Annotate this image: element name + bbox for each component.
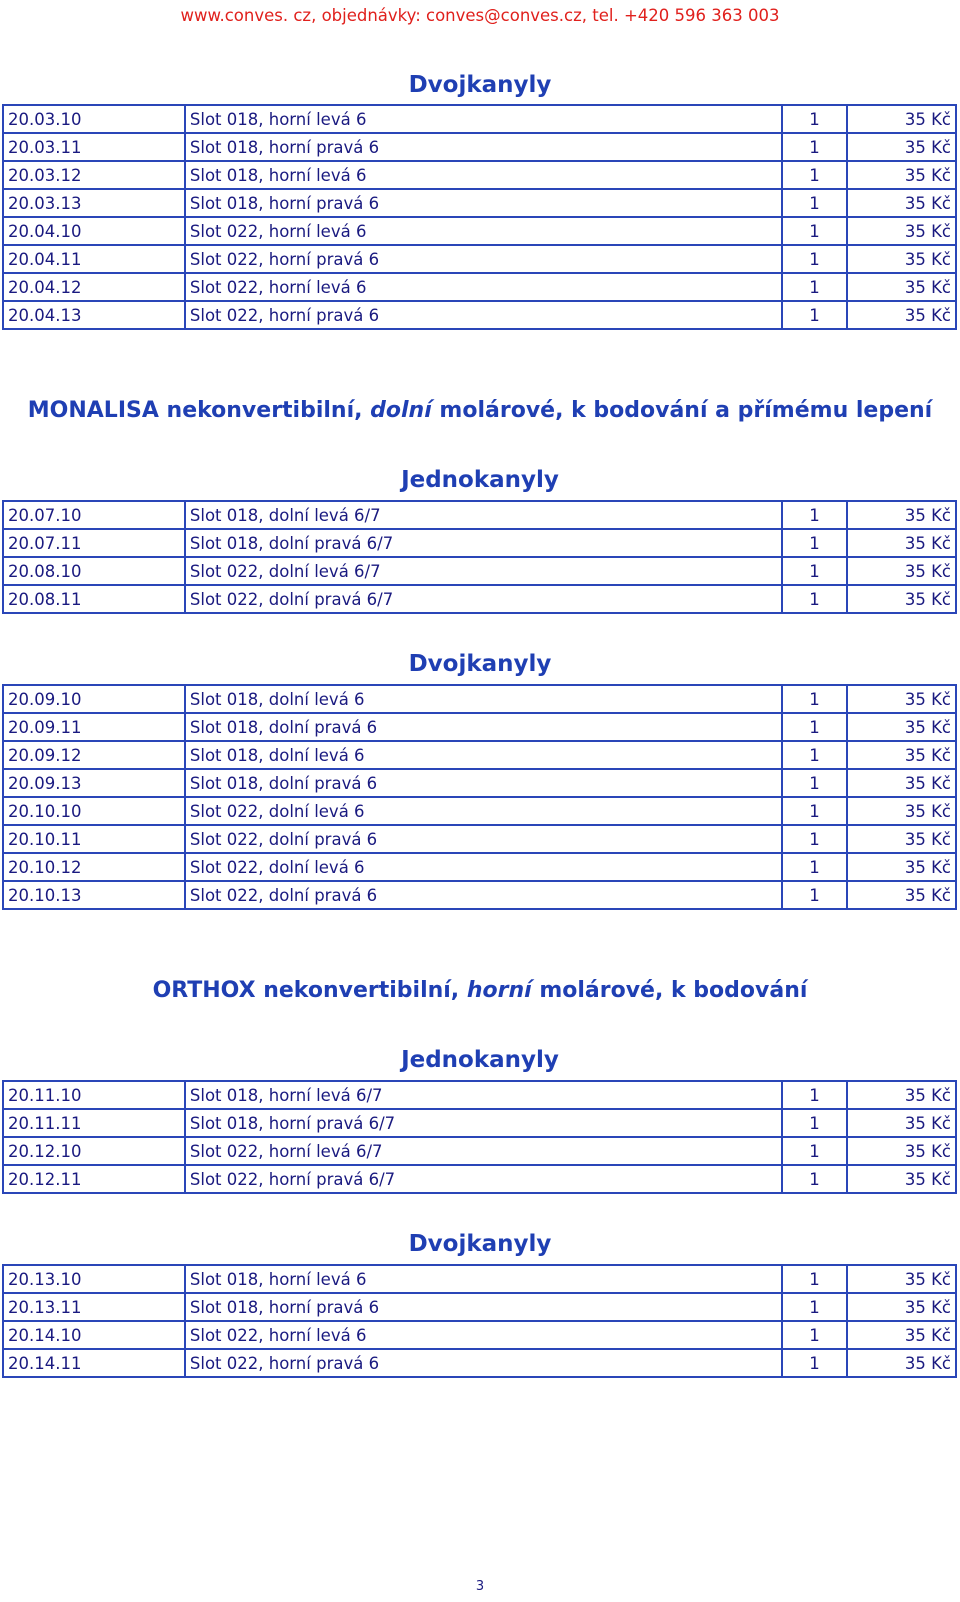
table-row	[3, 1321, 956, 1349]
table-row	[3, 133, 956, 161]
price: 35 Kč	[847, 685, 956, 713]
table-row	[3, 1137, 956, 1165]
price-table	[2, 500, 957, 614]
product-description: Slot 022, dolní levá 6	[185, 797, 782, 825]
product-code: 20.10.11	[3, 825, 185, 853]
table-row	[3, 741, 956, 769]
product-code: 20.07.10	[3, 501, 185, 529]
quantity: 1	[782, 1165, 847, 1193]
quantity: 1	[782, 105, 847, 133]
product-code: 20.14.11	[3, 1349, 185, 1377]
product-code: 20.10.12	[3, 853, 185, 881]
subhead-jednokanyly: Jednokanyly	[401, 1047, 559, 1073]
quantity: 1	[782, 769, 847, 797]
product-description: Slot 018, horní pravá 6	[185, 133, 782, 161]
product-description: Slot 022, horní pravá 6	[185, 301, 782, 329]
product-description: Slot 022, dolní pravá 6	[185, 825, 782, 853]
table-row	[3, 217, 956, 245]
price: 35 Kč	[847, 797, 956, 825]
product-code: 20.07.11	[3, 529, 185, 557]
price: 35 Kč	[847, 585, 956, 613]
price-table	[2, 684, 957, 910]
price: 35 Kč	[847, 1293, 956, 1321]
product-description: Slot 018, dolní levá 6/7	[185, 501, 782, 529]
quantity: 1	[782, 853, 847, 881]
table-row	[3, 585, 956, 613]
quantity: 1	[782, 133, 847, 161]
product-description: Slot 022, dolní levá 6	[185, 853, 782, 881]
product-code: 20.09.12	[3, 741, 185, 769]
table-row	[3, 1081, 956, 1109]
table-row	[3, 881, 956, 909]
table-row	[3, 501, 956, 529]
table-row	[3, 189, 956, 217]
product-description: Slot 018, horní pravá 6	[185, 1293, 782, 1321]
product-code: 20.13.11	[3, 1293, 185, 1321]
subhead-jednokanyly: Jednokanyly	[401, 467, 559, 493]
quantity: 1	[782, 557, 847, 585]
quantity: 1	[782, 501, 847, 529]
product-description: Slot 022, horní pravá 6	[185, 1349, 782, 1377]
price: 35 Kč	[847, 769, 956, 797]
subhead-dvojkanyly: Dvojkanyly	[408, 651, 552, 677]
price: 35 Kč	[847, 529, 956, 557]
product-description: Slot 018, horní pravá 6/7	[185, 1109, 782, 1137]
product-code: 20.03.10	[3, 105, 185, 133]
quantity: 1	[782, 245, 847, 273]
table-row	[3, 1293, 956, 1321]
table-row	[3, 797, 956, 825]
section-title-emphasis: dolní	[370, 398, 432, 423]
product-description: Slot 018, horní levá 6/7	[185, 1081, 782, 1109]
quantity: 1	[782, 301, 847, 329]
table-row	[3, 1349, 956, 1377]
product-code: 20.12.11	[3, 1165, 185, 1193]
product-code: 20.09.11	[3, 713, 185, 741]
product-code: 20.09.13	[3, 769, 185, 797]
product-description: Slot 022, horní levá 6	[185, 217, 782, 245]
table-row	[3, 853, 956, 881]
table-row	[3, 245, 956, 273]
price: 35 Kč	[847, 853, 956, 881]
quantity: 1	[782, 189, 847, 217]
section-title-monalisa: MONALISA nekonvertibilní, dolní molárové, k bodování a přímému lepení	[27, 398, 933, 423]
product-description: Slot 022, dolní levá 6/7	[185, 557, 782, 585]
product-description: Slot 018, horní levá 6	[185, 161, 782, 189]
product-description: Slot 018, dolní pravá 6	[185, 769, 782, 797]
page-header-contact: www.conves. cz, objednávky: conves@conves.cz, tel. +420 596 363 003	[180, 6, 780, 25]
price: 35 Kč	[847, 105, 956, 133]
price: 35 Kč	[847, 1265, 956, 1293]
quantity: 1	[782, 881, 847, 909]
table-row	[3, 1265, 956, 1293]
product-code: 20.03.13	[3, 189, 185, 217]
product-description: Slot 022, dolní pravá 6/7	[185, 585, 782, 613]
quantity: 1	[782, 1109, 847, 1137]
product-description: Slot 022, horní levá 6	[185, 1321, 782, 1349]
price: 35 Kč	[847, 1321, 956, 1349]
product-code: 20.14.10	[3, 1321, 185, 1349]
table-row	[3, 769, 956, 797]
price: 35 Kč	[847, 1165, 956, 1193]
price: 35 Kč	[847, 273, 956, 301]
product-code: 20.08.11	[3, 585, 185, 613]
price: 35 Kč	[847, 189, 956, 217]
table-row	[3, 685, 956, 713]
price: 35 Kč	[847, 1349, 956, 1377]
quantity: 1	[782, 797, 847, 825]
quantity: 1	[782, 1293, 847, 1321]
product-code: 20.10.10	[3, 797, 185, 825]
price: 35 Kč	[847, 133, 956, 161]
product-description: Slot 022, horní levá 6	[185, 273, 782, 301]
product-code: 20.04.10	[3, 217, 185, 245]
price: 35 Kč	[847, 825, 956, 853]
table-row	[3, 529, 956, 557]
product-description: Slot 022, horní pravá 6	[185, 245, 782, 273]
quantity: 1	[782, 217, 847, 245]
product-code: 20.03.12	[3, 161, 185, 189]
quantity: 1	[782, 161, 847, 189]
table-row	[3, 105, 956, 133]
section-title-orthox: ORTHOX nekonvertibilní, horní molárové, k bodování	[152, 978, 808, 1003]
product-description: Slot 018, dolní pravá 6/7	[185, 529, 782, 557]
page-number: 3	[475, 1579, 485, 1594]
price-table	[2, 104, 957, 330]
product-description: Slot 018, horní levá 6	[185, 1265, 782, 1293]
quantity: 1	[782, 1349, 847, 1377]
quantity: 1	[782, 1265, 847, 1293]
product-code: 20.08.10	[3, 557, 185, 585]
product-description: Slot 022, horní levá 6/7	[185, 1137, 782, 1165]
price: 35 Kč	[847, 301, 956, 329]
table-row	[3, 1109, 956, 1137]
quantity: 1	[782, 1137, 847, 1165]
quantity: 1	[782, 1081, 847, 1109]
quantity: 1	[782, 585, 847, 613]
quantity: 1	[782, 741, 847, 769]
quantity: 1	[782, 713, 847, 741]
table-row	[3, 1165, 956, 1193]
price-table	[2, 1264, 957, 1378]
table-row	[3, 161, 956, 189]
product-code: 20.11.10	[3, 1081, 185, 1109]
product-description: Slot 018, dolní levá 6	[185, 741, 782, 769]
price: 35 Kč	[847, 245, 956, 273]
quantity: 1	[782, 825, 847, 853]
product-code: 20.11.11	[3, 1109, 185, 1137]
section-title-emphasis: horní	[466, 978, 532, 1003]
price: 35 Kč	[847, 881, 956, 909]
subhead-dvojkanyly: Dvojkanyly	[408, 1231, 552, 1257]
table-row	[3, 301, 956, 329]
price: 35 Kč	[847, 217, 956, 245]
product-description: Slot 018, horní pravá 6	[185, 189, 782, 217]
product-description: Slot 018, dolní pravá 6	[185, 713, 782, 741]
quantity: 1	[782, 273, 847, 301]
price: 35 Kč	[847, 1137, 956, 1165]
product-code: 20.09.10	[3, 685, 185, 713]
price: 35 Kč	[847, 557, 956, 585]
product-code: 20.04.13	[3, 301, 185, 329]
table-row	[3, 825, 956, 853]
quantity: 1	[782, 685, 847, 713]
table-row	[3, 557, 956, 585]
product-code: 20.04.11	[3, 245, 185, 273]
price: 35 Kč	[847, 161, 956, 189]
product-code: 20.10.13	[3, 881, 185, 909]
product-code: 20.03.11	[3, 133, 185, 161]
price: 35 Kč	[847, 741, 956, 769]
product-description: Slot 022, horní pravá 6/7	[185, 1165, 782, 1193]
product-code: 20.04.12	[3, 273, 185, 301]
product-description: Slot 018, horní levá 6	[185, 105, 782, 133]
product-code: 20.12.10	[3, 1137, 185, 1165]
table-row	[3, 273, 956, 301]
quantity: 1	[782, 529, 847, 557]
price-table	[2, 1080, 957, 1194]
price: 35 Kč	[847, 1109, 956, 1137]
product-code: 20.13.10	[3, 1265, 185, 1293]
table-row	[3, 713, 956, 741]
product-description: Slot 018, dolní levá 6	[185, 685, 782, 713]
subhead-dvojkanyly: Dvojkanyly	[408, 72, 552, 98]
quantity: 1	[782, 1321, 847, 1349]
price: 35 Kč	[847, 501, 956, 529]
price: 35 Kč	[847, 1081, 956, 1109]
price: 35 Kč	[847, 713, 956, 741]
product-description: Slot 022, dolní pravá 6	[185, 881, 782, 909]
